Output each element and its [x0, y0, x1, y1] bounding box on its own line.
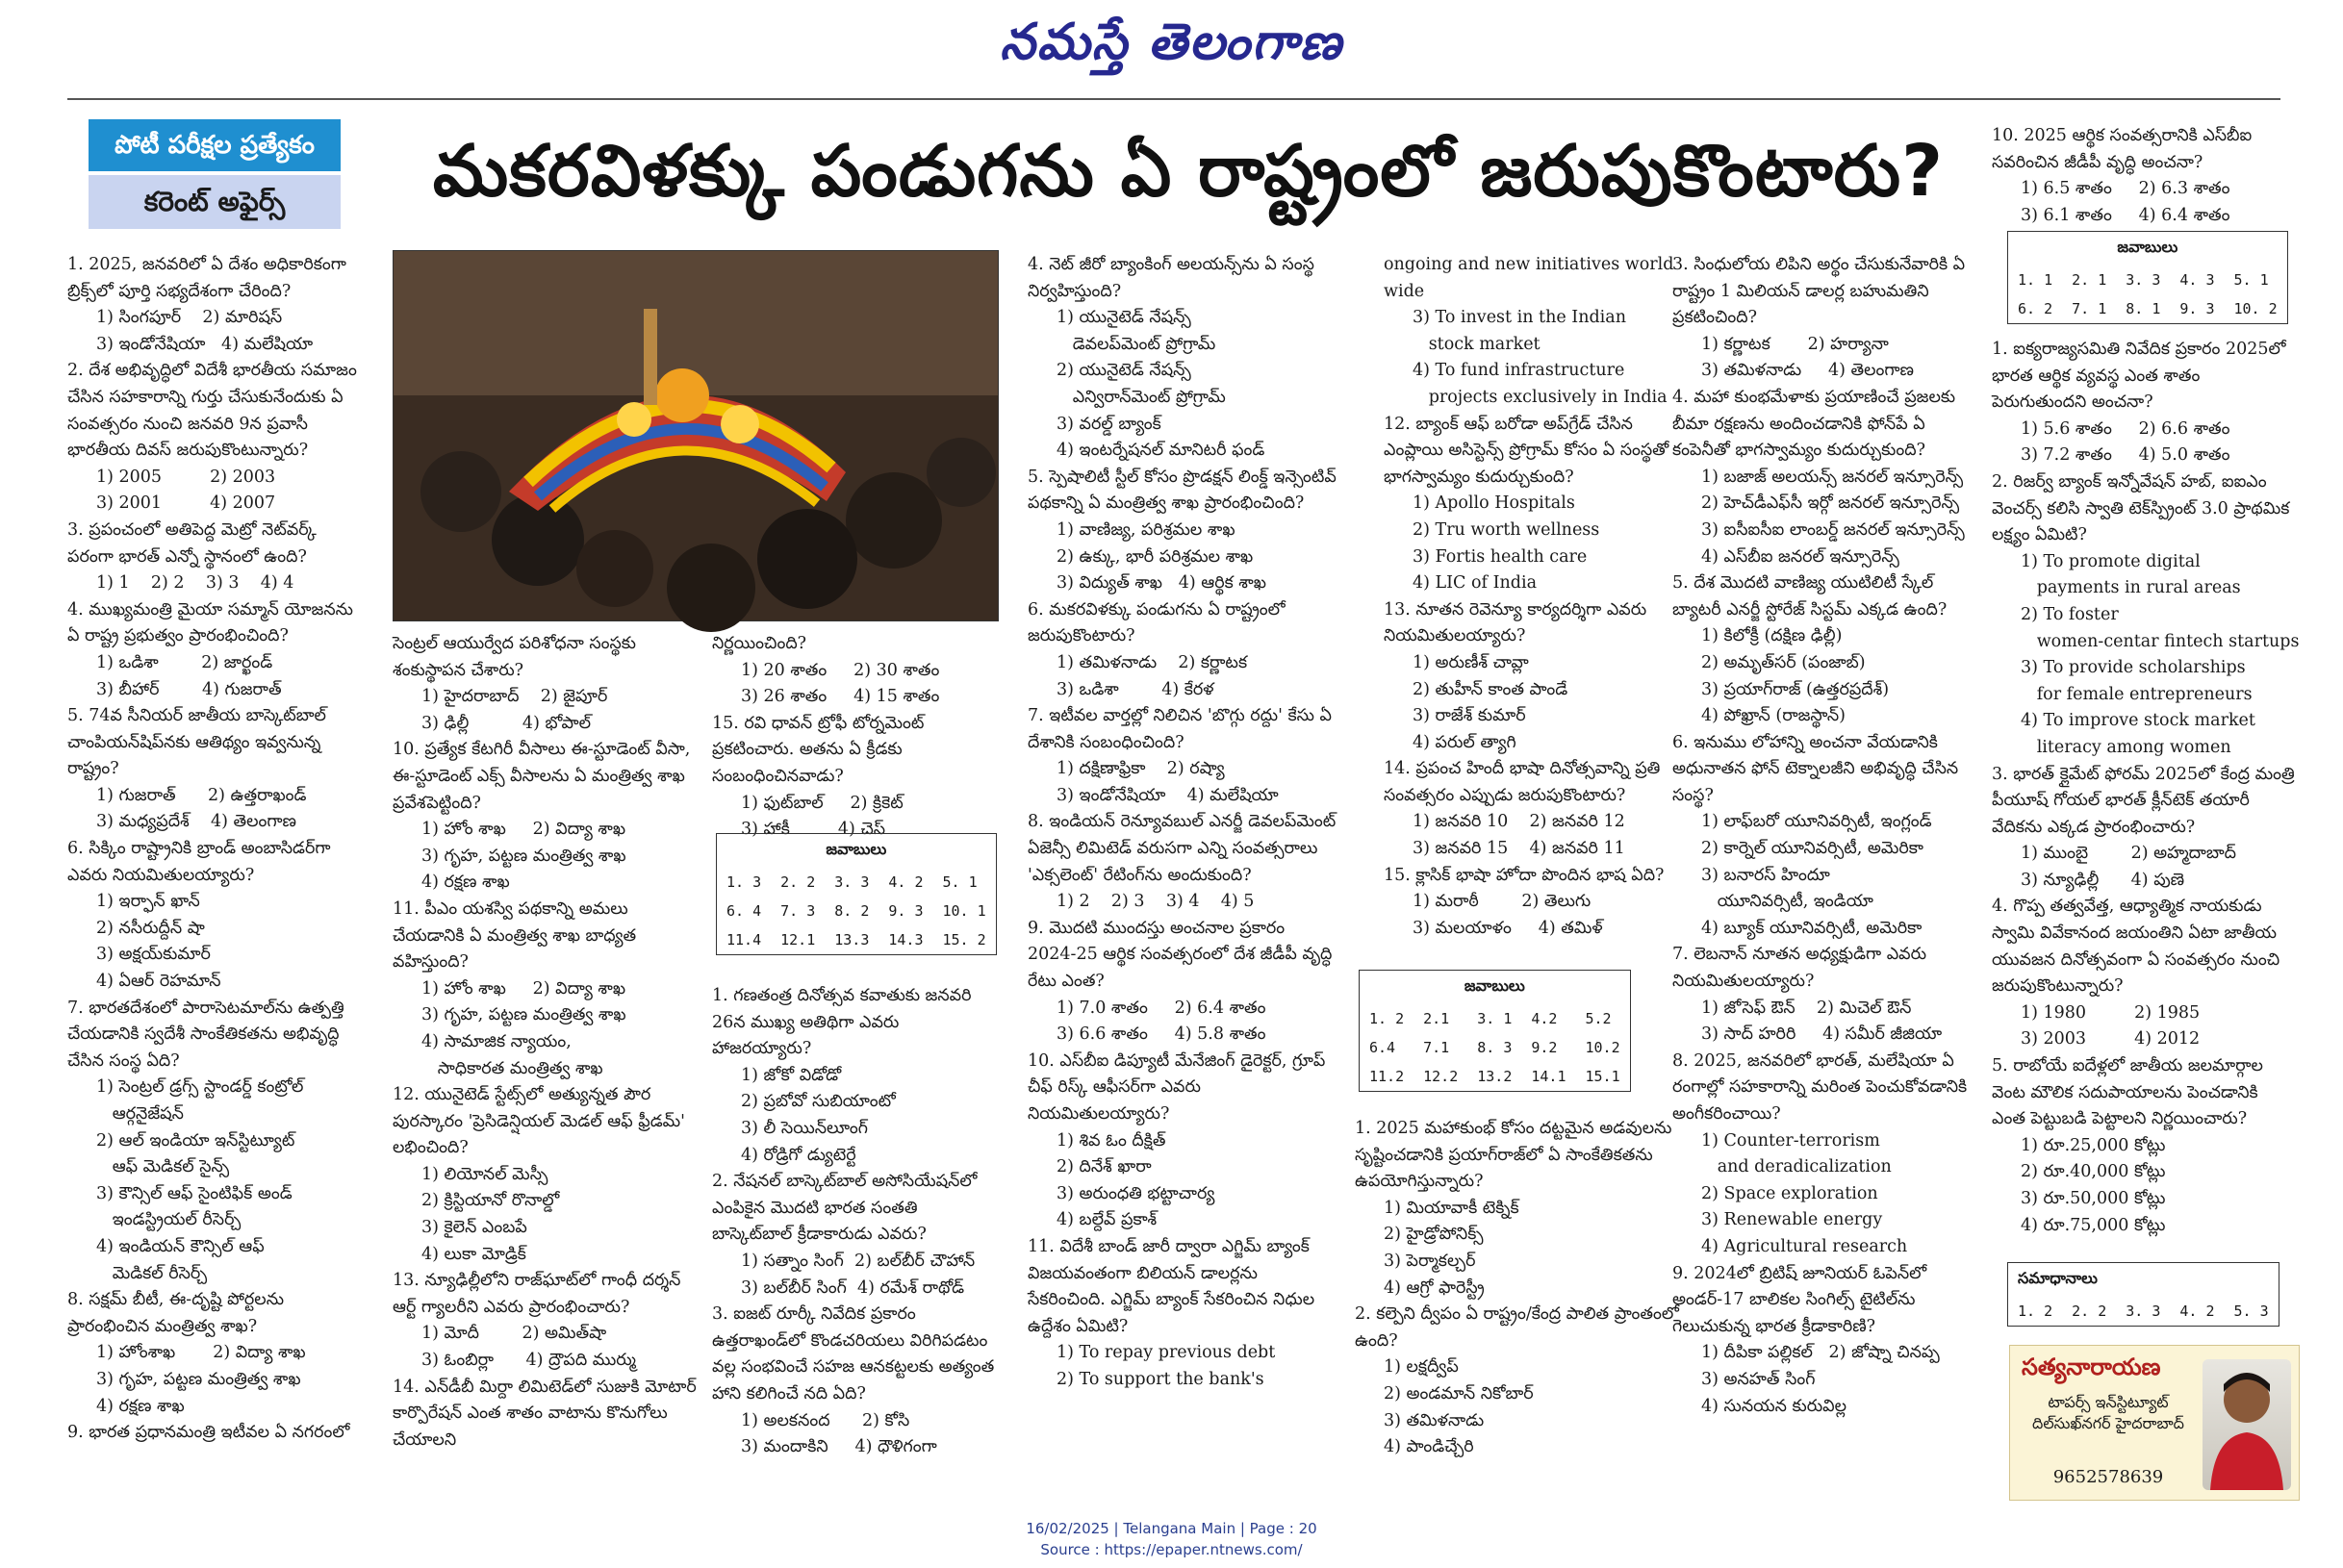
answer-cell: 13.3 [834, 931, 870, 948]
question-option: సాధికారత మంత్రిత్వ శాఖ [421, 1058, 603, 1078]
answer-cell: 9.2 [1531, 1039, 1558, 1056]
question-text: 3. భారత్ క్లైమేట్ ఫోరమ్ 2025లో కేంద్ర మంత్రి పీయూష్ గోయల్ భారత్ క్లీన్‌టెక్ తయారీ వేదికను ఎక్కడ ప్రారంభించారు? [1992, 764, 2295, 837]
question-option: 3) 26 శాతం 4) 15 శాతం [741, 687, 940, 707]
question-option: 3) 6.1 శాతం 4) 6.4 శాతం [2021, 205, 2230, 225]
question-option: 2) Tru worth wellness [1413, 519, 1600, 540]
question-option: 1) ఒడిశా 2) జార్ఖండ్ [96, 652, 273, 672]
question-text: 7. లెబనాన్ నూతన అధ్యక్షుడిగా ఎవరు నియమితులయ్యారు? [1672, 945, 1927, 992]
header-rule [67, 98, 2280, 100]
question-option: 4) పోఖ్రాన్ (రాజస్థాన్) [1701, 706, 1846, 726]
answer-cell: 2. 2 [2072, 1302, 2107, 1320]
question-option: 4) రోడ్రిగో డ్యుటెర్టే [741, 1145, 856, 1165]
question-option: 4) To fund infrastructure [1413, 361, 1625, 381]
answer-cell: 1. 1 [2018, 271, 2053, 289]
answer-cell: 11.2 [1369, 1068, 1405, 1085]
question-option: 1) మోదీ 2) అమిత్‌షా [421, 1324, 607, 1344]
question-option: 2) రూ.40,000 కోట్లు [2021, 1162, 2166, 1182]
question-option: 4) రక్షణ శాఖ [421, 873, 510, 893]
question-option: 3) 6.6 శాతం 4) 5.8 శాతం [1057, 1024, 1266, 1045]
masthead-logo: నమస్తే తెలంగాణ [1000, 13, 1343, 71]
question-option: 3) 7.2 శాతం 4) 5.0 శాతం [2021, 445, 2230, 466]
question-option: 3) అనహత్ సింగ్ [1701, 1369, 1816, 1389]
question-option: 1) 6.5 శాతం 2) 6.3 శాతం [2021, 179, 2230, 199]
author-card [2009, 1345, 2300, 1501]
answer-box-2 [1359, 970, 1631, 1092]
answer-title: జవాబులు [826, 840, 887, 858]
answer-cell: 6. 4 [726, 902, 762, 920]
question-option: 2) తుహీన్ కాంత పాండే [1413, 679, 1568, 699]
question-option: 3) ఇండోనేషియా 4) మలేషియా [96, 334, 314, 354]
answer-cell: 8. 3 [1477, 1039, 1513, 1056]
question-text: 4. గొప్ప తత్వవేత్త, ఆధ్యాత్మిక నాయకుడు స్వామి వివేకానంద జయంతిని ఏటా జాతీయ యువజన దినోత్సవంగా ఏ సంవత్సరం నుంచి జరుపుకొంటున్నారు? [1992, 897, 2280, 997]
question-option: 3) జనవరి 15 4) జనవరి 11 [1413, 839, 1625, 859]
question-option: 4) రూ.75,000 కోట్లు [2021, 1215, 2166, 1235]
question-option: 1) To promote digital [2021, 551, 2201, 571]
question-text: 6. ఇనుము లోహాన్ని అంచనా వేయడానికి అధునాతన ఫోన్ టెక్నాలజీని అభివృద్ధి చేసిన సంస్థ? [1672, 732, 1959, 805]
answer-cell: 9. 3 [2179, 300, 2215, 317]
question-text: 10. 2025 ఆర్థిక సంవత్సరానికి ఎస్‌బీఐ సవరించిన జీడీపీ వృద్ధి అంచనా? [1992, 126, 2253, 172]
question-text: 10. ఎస్‌బీఐ డిప్యూటీ మేనేజింగ్ డైరెక్టర్, గ్రూప్ చీఫ్ రిస్క్ ఆఫీసర్‌గా ఎవరు నియమితులయ్యారు? [1028, 1050, 1326, 1124]
question-option: 4) లుకా మోడ్రిక్ [421, 1244, 526, 1264]
answer-title: జవాబులు [1464, 976, 1525, 995]
answer-box-1 [716, 833, 997, 955]
question-option: 3) రూ.50,000 కోట్లు [2021, 1189, 2166, 1208]
question-text: 4. మహా కుంభమేళాకు ప్రయాణించే ప్రజలకు బీమా రక్షణను అందించడానికి ఫోన్‌పే ఏ కంపెనీతో భాగస్వామ్యం కుదుర్చుకుంది? [1672, 387, 1956, 461]
author-name: సత్యనారాయణ [2022, 1353, 2161, 1380]
answer-cell: 3. 1 [1477, 1010, 1513, 1027]
question-option: for female entrepreneurs [2021, 684, 2253, 704]
special-tag: పోటీ పరీక్షల ప్రత్యేకం [89, 119, 341, 171]
answer-cell: 1. 2 [1369, 1010, 1405, 1027]
question-option: 4) ఇంటర్నేషనల్ మానిటరీ ఫండ్ [1057, 441, 1265, 461]
question-option: ఇండస్ట్రియల్ రీసెర్చ్ [96, 1210, 242, 1230]
question-option: 1) సింగపూర్ 2) మారిషస్ [96, 308, 283, 328]
question-text: 14. ఎన్‌డీబీ మిర్దా లిమిటెడ్‌లో సుజుకి మోటార్ కార్పొరేషన్ ఎంత శాతం వాటాను కొనుగోలు చేయాలని [393, 1377, 697, 1450]
question-option: 1) లియోనల్ మెస్సీ [421, 1164, 548, 1184]
question-option: ఆర్గనైజేషన్ [96, 1104, 184, 1124]
question-text: 6. మకరవిళక్కు పండుగను ఏ రాష్ట్రంలో జరుపుకొంటారు? [1028, 599, 1286, 646]
question-option: 3) ప్రయాగ్‌రాజ్ (ఉత్తరప్రదేశ్) [1701, 679, 1890, 699]
question-text: 9. భారత ప్రధానమంత్రి ఇటీవల ఏ నగరంలో [67, 1423, 350, 1443]
answer-cell: 5. 3 [2233, 1302, 2269, 1320]
question-option: 3) 2001 4) 2007 [96, 493, 276, 514]
section-tag: కరెంట్ అఫైర్స్ [89, 175, 341, 229]
question-text: 5. స్పెషాలిటీ స్టీల్ కోసం ప్రొడక్షన్ లింక్డ్ ఇన్సెంటివ్ పథకాన్ని ఏ మంత్రిత్వ శాఖ ప్రారంభించింది? [1028, 467, 1337, 514]
question-option: 3) న్యూఢిల్లీ 4) పుణె [2021, 870, 2185, 890]
question-text: 7. భారతదేశంలో పారాసెటమాల్‌ను ఉత్పత్తి చేయడానికి స్వదేశీ సాంకేతికతను అభివృద్ధి చేసిన సంస్థ ఏది? [67, 998, 344, 1071]
question-text: 1. 2025 మహాకుంభ్ కోసం దట్టమైన అడవులను సృష్టించడానికి ప్రయాగ్‌రాజ్‌లో ఏ సాంకేతికతను ఉపయోగిస్తున్నారు? [1355, 1119, 1672, 1192]
answer-title-2: సమాధానాలు [2018, 1269, 2098, 1287]
question-option: 2) ఆల్ ఇండియా ఇన్‌స్టిట్యూట్ [96, 1130, 295, 1151]
question-text: 1. ఐక్యరాజ్యసమితి నివేదిక ప్రకారం 2025లో భారత ఆర్థిక వ్యవస్థ ఎంత శాతం పెరుగుతుందని అంచనా? [1992, 340, 2286, 413]
question-option: 2) కార్నెల్ యూనివర్సిటీ, అమెరికా [1701, 839, 1923, 859]
answer-cell: 8. 2 [834, 902, 870, 920]
question-text: 6. సిక్కిం రాష్ట్రానికి బ్రాండ్ అంబాసిడర్‌గా ఎవరు నియమితులయ్యారు? [67, 839, 331, 885]
question-option: 1) Apollo Hospitals [1413, 493, 1575, 514]
answer-cell: 2. 2 [780, 873, 816, 891]
question-option: 1) సెంట్రల్ డ్రగ్స్ స్టాండర్డ్ కంట్రోల్ [96, 1077, 304, 1098]
question-option: 3) గృహ, పట్టణ మంత్రిత్వ శాఖ [421, 846, 626, 866]
question-text: 14. ప్రపంచ హిందీ భాషా దినోత్సవాన్ని ప్రతి సంవత్సరం ఎప్పుడు జరుపుకొంటారు? [1384, 759, 1661, 805]
question-option: 2) యునైటెడ్ నేషన్స్ [1057, 361, 1191, 381]
question-text: 15. రవి ధావన్ ట్రోఫీ టోర్నమెంట్ ప్రకటించారు. అతను ఏ క్రీడకు సంబంధించినవాడు? [712, 713, 925, 786]
question-option: 1) To repay previous debt [1057, 1343, 1276, 1363]
question-option: 1) ముంబై 2) అహ్మదాబాద్ [2021, 844, 2236, 864]
question-option: 2) ఉక్కు, భారీ పరిశ్రమల శాఖ [1057, 546, 1254, 567]
question-option: 3) మధ్యప్రదేశ్ 4) తెలంగాణ [96, 812, 296, 832]
question-option: 2) హైడ్రోపోనిక్స్ [1384, 1225, 1484, 1245]
footer [0, 1518, 2343, 1560]
question-option: 2) అండమాన్ నికోబార్ [1384, 1383, 1534, 1404]
question-option: 1) వాణిజ్య, పరిశ్రమల శాఖ [1057, 519, 1235, 540]
question-option: 3) Fortis health care [1413, 546, 1588, 567]
question-option: 1) గుజరాత్ 2) ఉత్తరాఖండ్ [96, 785, 307, 805]
column-3 [712, 631, 1001, 840]
question-option: 1) అలకనంద 2) కోసి [741, 1410, 910, 1430]
answer-cell: 10.2 [1585, 1039, 1620, 1056]
question-text: 1. గణతంత్ర దినోత్సవ కవాతుకు జనవరి 26న ముఖ్య అతిథిగా ఎవరు హాజరయ్యారు? [712, 986, 972, 1059]
question-text: 1. 2025, జనవరిలో ఏ దేశం అధికారికంగా బ్రిక్స్‌లో పూర్తి సభ్యదేశంగా చేరింది? [67, 255, 346, 301]
question-option: 2) హెచ్‌డీఎఫ్‌సీ ఇర్గో జనరల్ ఇన్సూరెన్స్ [1701, 493, 1960, 514]
column-7-bottom [1992, 337, 2300, 1260]
answer-cell: 4. 2 [888, 873, 924, 891]
footer-source: Source : https://epaper.ntnews.com/ [1040, 1541, 1303, 1558]
question-option: 1) లక్షద్వీప్ [1384, 1357, 1459, 1378]
question-option: 1) 2005 2) 2003 [96, 467, 276, 487]
question-text: 11. పీఎం యశస్వి పథకాన్ని అమలు చేయడానికి ఏ మంత్రిత్వ శాఖ బాధ్యత వహిస్తుంది? [393, 898, 637, 973]
question-option: 4) సునయన కురువిల్ల [1701, 1396, 1846, 1416]
question-option: 1) ఫుట్‌బాల్ 2) క్రికెట్ [741, 793, 904, 813]
answer-box-3 [2007, 231, 2288, 324]
answer-cell: 4.2 [1531, 1010, 1558, 1027]
question-option: 2) To support the bank's [1057, 1369, 1264, 1389]
question-option: payments in rural areas [2021, 578, 2241, 598]
question-text: 4. నెట్ జీరో బ్యాంకింగ్ అలయన్స్‌ను ఏ సంస్థ నిర్వహిస్తుంది? [1028, 255, 1314, 301]
question-option: 3) వరల్డ్ బ్యాంక్ [1057, 414, 1161, 434]
question-option: 1) ఇర్ఫాన్ ఖాన్ [96, 892, 200, 912]
question-option: 4) To improve stock market [2021, 711, 2255, 731]
question-option: 1) దక్షిణాఫ్రికా 2) రష్యా [1057, 759, 1225, 779]
question-option: 4) పాండిచ్చేరి [1384, 1437, 1474, 1457]
question-option: 4) LIC of India [1413, 573, 1538, 594]
question-option: 1) హోంశాఖ 2) విద్యా శాఖ [96, 1343, 306, 1363]
question-option: 3) ఒడిశా 4) కేరళ [1057, 679, 1214, 699]
question-option: 2) ప్రబోవో సుబియాంటో [741, 1092, 896, 1112]
question-text: 4. ముఖ్యమంత్రి మైయా సమ్మాన్ యోజనను ఏ రాష్ట్ర ప్రభుత్వం ప్రారంభించింది? [67, 599, 353, 646]
question-option: 3) మందాకిని 4) ధౌళిగంగా [741, 1437, 937, 1457]
question-option: 3) బనారస్ హిందూ [1701, 865, 1830, 885]
question-option: ఎన్విరాన్‌మెంట్ ప్రోగ్రామ్ [1057, 387, 1226, 407]
question-option: 1) మరాఠీ 2) తెలుగు [1413, 892, 1592, 912]
author-avatar [2203, 1359, 2291, 1490]
column-1 [67, 252, 366, 1503]
answer-box-4 [2007, 1262, 2279, 1327]
question-option: projects exclusively in India [1413, 387, 1668, 407]
question-text: 8. సక్షమ్ బీటీ, ఈ-దృష్టి పోర్టలను ప్రారంభించిన మంత్రిత్వ శాఖ? [67, 1290, 285, 1336]
answer-title: జవాబులు [2117, 238, 2178, 256]
question-option: 4) పరుల్ త్యాగి [1413, 732, 1516, 752]
footer-date: 16/02/2025 | Telangana Main | Page : 20 [1026, 1520, 1317, 1537]
answer-cell: 6. 2 [2018, 300, 2053, 317]
question-option: 1) యునైటెడ్ నేషన్స్ [1057, 308, 1191, 328]
question-option: 4) బ్యూక్ యూనివర్సిటీ, అమెరికా [1701, 918, 1923, 938]
question-text: 2. రిజర్వ్ బ్యాంక్ ఇన్నోవేషన్ హబ్, ఐఐఎం వెంచర్స్ కలిసి స్వాతి టెక్‌స్ప్రింట్ 3.0 ప్రాథమిక లక్ష్యం ఏమిటి? [1992, 471, 2290, 545]
question-option: 3) ఓంబిర్లా 4) ద్రౌపది ముర్ము [421, 1351, 636, 1371]
question-option: 1) హైదరాబాద్ 2) జైపూర్ [421, 687, 608, 707]
question-text: 3. సింధులోయ లిపిని అర్థం చేసుకునేవారికి ఏ రాష్ట్రం 1 మిలియన్ డాలర్ల బహుమతిని ప్రకటించింది? [1672, 255, 1966, 328]
question-text: 13. నూతన రెవెన్యూ కార్యదర్శిగా ఎవరు నియమితులయ్యారు? [1384, 599, 1647, 646]
question-option: 2) నసీరుద్దీన్ షా [96, 918, 205, 938]
festival-photo [393, 250, 999, 621]
answer-cell: 8. 1 [2126, 300, 2161, 317]
question-option: 4) ఎస్‌బీఐ జనరల్ ఇన్సూరెన్స్ [1701, 546, 1899, 567]
question-option: 3) ఐసీఐసీఐ లాంబర్డ్ జనరల్ ఇన్సూరెన్స్ [1701, 519, 1965, 540]
question-option: 1) మియావాకీ టెక్నిక్ [1384, 1198, 1519, 1218]
question-text: 5. 74వ సీనియర్ జాతీయ బాస్కెట్‌బాల్ చాంపియన్‌షిప్‌నకు ఆతిథ్యం ఇవ్వనున్న రాష్ట్రం? [67, 706, 326, 779]
question-option: literacy among women [2021, 737, 2231, 757]
question-option: 3) To provide scholarships [2021, 658, 2246, 678]
question-option: 3) కౌన్సిల్ ఆఫ్ సైంటిఫిక్ అండ్ [96, 1183, 293, 1203]
question-option: 1) 1980 2) 1985 [2021, 1002, 2201, 1023]
question-option: 3) గృహ, పట్టణ మంత్రిత్వ శాఖ [421, 1005, 626, 1025]
question-option: 3) లీ సెయిన్‌లూంగ్ [741, 1118, 868, 1138]
question-option: women-centar fintech startups [2021, 631, 2300, 651]
question-option: 3) గృహ, పట్టణ మంత్రిత్వ శాఖ [96, 1369, 301, 1389]
question-option: 4) బల్దేవ్ ప్రకాశ్ [1057, 1210, 1158, 1230]
question-text: 10. ప్రత్యేక కేటగిరీ వీసాలు ఈ-స్టూడెంట్ వీసా, ఈ-స్టూడెంట్ ఎక్స్ వీసాలను ఏ మంత్రిత్వ శాఖ ప్రవేశపెట్టింది? [393, 740, 691, 813]
question-option: మెడికల్ రీసెర్చ్ [96, 1263, 208, 1283]
question-option: and deradicalization [1701, 1157, 1892, 1177]
answer-cell: 4. 2 [2179, 1302, 2215, 1320]
question-option: 1) జోకో విడోడో [741, 1065, 842, 1085]
question-text: నిర్ణయించింది? [712, 634, 807, 653]
question-option: 3) సాద్ హరిరి 4) సమీర్ జీజియా [1701, 1024, 1943, 1045]
question-option: 3) విద్యుత్ శాఖ 4) ఆర్థిక శాఖ [1057, 573, 1266, 594]
question-option: 2) అమృత్‌సర్ (పంజాబ్) [1701, 652, 1866, 672]
question-option: 2) To foster [2021, 604, 2119, 624]
question-option: 1) కిలోక్రీ (దక్షిణ ఢిల్లీ) [1701, 626, 1843, 646]
answer-cell: 7. 1 [2072, 300, 2107, 317]
question-text: 2. కల్పెని ద్వీపం ఏ రాష్ట్రం/కేంద్ర పాలిత ప్రాంతంలో ఉంది? [1355, 1304, 1679, 1351]
question-option: 1) జోసెఫ్ ఔన్ 2) మిచెల్ ఔన్ [1701, 998, 1912, 1018]
answer-cell: 2.1 [1423, 1010, 1450, 1027]
question-option: 1) 7.0 శాతం 2) 6.4 శాతం [1057, 998, 1266, 1018]
column-5-bottom [1355, 1116, 1682, 1501]
column-5 [1384, 252, 1692, 964]
question-option: 1) కర్ణాటక 2) హర్యానా [1701, 334, 1889, 354]
answer-cell: 4. 3 [2179, 271, 2215, 289]
question-text: 9. మొదటి ముందస్తు అంచనాల ప్రకారం 2024-25 ఆర్థిక సంవత్సరంలో దేశ జీడీపీ వృద్ధి రేటు ఎంత? [1028, 918, 1333, 992]
column-7 [1992, 123, 2296, 239]
question-text: సెంట్రల్ ఆయుర్వేద పరిశోధనా సంస్థకు శంకుస్థాపన చేశారు? [393, 634, 636, 680]
question-option: 1) 2 2) 3 3) 4 4) 5 [1057, 892, 1255, 912]
question-text: 2. దేశ అభివృద్ధిలో విదేశీ భారతీయ సమాజం చేసిన సహకారాన్ని గుర్తు చేసుకునేందుకు ఏ సంవత్సరం నుంచి జనవరి 9న ప్రవాసీ భారతీయ దివస్ జరుపుకొంటున్నారు? [67, 361, 357, 461]
answer-cell: 7.1 [1423, 1039, 1450, 1056]
question-option: 3) కైలెన్ ఎంబపే [421, 1218, 527, 1238]
answer-cell: 12.1 [780, 931, 816, 948]
question-option: 3) Renewable energy [1701, 1210, 1883, 1230]
question-option: 4) ఇండియన్ కౌన్సిల్ ఆఫ్ [96, 1236, 265, 1256]
answer-cell: 10. 2 [2233, 300, 2278, 317]
answer-cell: 15. 2 [942, 931, 986, 948]
question-option: 2) దినేశ్ ఖారా [1057, 1157, 1152, 1177]
question-option: 3) ఢిల్లీ 4) భోపాల్ [421, 713, 592, 733]
answer-cell: 1. 2 [2018, 1302, 2053, 1320]
question-option: 3) 2003 4) 2012 [2021, 1029, 2201, 1050]
question-option: 3) తమిళనాడు 4) తెలంగాణ [1701, 361, 1914, 381]
answer-cell: 3. 3 [2126, 1302, 2161, 1320]
question-option: 3) ఇండోనేషియా 4) మలేషియా [1057, 785, 1279, 805]
answer-cell: 14.3 [888, 931, 924, 948]
answer-cell: 5. 1 [942, 873, 978, 891]
question-option: 1) లాఫ్‌బరో యూనివర్సిటీ, ఇంగ్లండ్ [1701, 812, 1932, 832]
answer-cell: 14.1 [1531, 1068, 1566, 1085]
question-text: 15. క్లాసిక్ భాషా హోదా పొందిన భాష ఏది? [1384, 865, 1665, 885]
question-option: 1) జనవరి 10 2) జనవరి 12 [1413, 812, 1625, 832]
question-option: 3) To invest in the Indian [1413, 308, 1626, 328]
answer-cell: 12.2 [1423, 1068, 1459, 1085]
author-phone: 9652578639 [2052, 1467, 2164, 1487]
question-option: యూనివర్సిటీ, ఇండియా [1701, 892, 1873, 912]
answer-cell: 3. 3 [834, 873, 870, 891]
question-option: 1) రూ.25,000 కోట్లు [2021, 1135, 2166, 1155]
question-text: 3. ఐజట్ రూర్కీ నివేదిక ప్రకారం ఉత్తరాఖండ్‌లో కొండచరియలు విరిగిపడటం వల్ల సంభవించే సహజ ఆనకట్టలకు అత్యంత హాని కలిగించే నది ఏది? [712, 1304, 995, 1404]
answer-cell: 6.4 [1369, 1039, 1396, 1056]
question-option: 1) అరుణీశ్ చావ్లా [1413, 652, 1529, 672]
question-option: 3) బీహార్ 4) గుజరాత్ [96, 679, 282, 699]
answer-cell: 5.2 [1585, 1010, 1612, 1027]
question-option: 1) శివ ఓం దీక్షిత్ [1057, 1130, 1166, 1151]
column-6 [1672, 252, 1980, 1503]
question-option: 3) హాకీ 4) చెస్ [741, 820, 886, 840]
answer-cell: 2. 1 [2072, 271, 2107, 289]
question-option: 1) బజాజ్ అలయన్స్ జనరల్ ఇన్సూరెన్స్ [1701, 467, 1964, 487]
question-text: 12. బ్యాంక్ ఆఫ్ బరోడా అప్‌గ్రేడ్ చేసిన ఎంప్లాయి అసిస్టెన్స్ ప్రోగ్రామ్ కోసం ఏ సంస్థతో భాగస్వామ్యం కుదుర్చుకుంది? [1384, 414, 1669, 487]
answer-cell: 11.4 [726, 931, 762, 948]
question-option: 2) క్రిస్టియానో రొనాల్డో [421, 1191, 560, 1211]
question-text: 12. యునైటెడ్ స్టేట్స్‌లో అత్యున్నత పౌర పురస్కారం 'ప్రెసిడెన్షియల్ మెడల్ ఆఫ్ ఫ్రీడమ్' లభించింది? [393, 1085, 685, 1158]
column-3-bottom [712, 983, 1001, 1503]
question-text: 9. 2024లో బ్రిటిష్ జూనియర్ ఓపెన్‌లో అండర్-17 బాలికల సింగిల్స్ టైటిల్‌ను గెలుచుకున్న భారత క్రీడాకారిణి? [1672, 1263, 1927, 1336]
question-option: 1) సత్నాం సింగ్ 2) బల్‌బీర్ చౌహాన్ [741, 1251, 976, 1271]
answer-cell: 13.2 [1477, 1068, 1513, 1085]
column-2 [393, 631, 699, 1497]
question-option: 4) రక్షణ శాఖ [96, 1396, 185, 1416]
answer-cell: 5. 1 [2233, 271, 2269, 289]
question-option: ఆఫ్ మెడికల్ సైన్స్ [96, 1157, 230, 1177]
question-option: 1) 1 2) 2 3) 3 4) 4 [96, 573, 294, 594]
question-option: 1) హోం శాఖ 2) విద్యా శాఖ [421, 978, 626, 999]
question-text: 8. ఇండియన్ రెన్యూవబుల్ ఎనర్జీ డెవలప్‌మెంట్ ఏజెన్సీ లిమిటెడ్ వరుసగా ఎన్ని సంవత్సరాలు 'ఎక్సలెంట్' రేటింగ్‌ను అందుకుంది? [1028, 812, 1337, 885]
question-option: 4) ఆగ్రో ఫారెస్ట్రీ [1384, 1277, 1485, 1298]
question-option: 3) పెర్మాకల్చర్ [1384, 1251, 1476, 1271]
author-desc: టాపర్స్ ఇన్‌స్టిట్యూట్ దిల్‌సుఖ్‌నగర్ హైదరాబాద్ [2032, 1393, 2184, 1432]
question-text: 8. 2025, జనవరిలో భారత్, మలేషియా ఏ రంగాల్లో సహకారాన్ని మరింత పెంచుకోవడానికి అంగీకరించాయి? [1672, 1050, 1968, 1124]
question-option: 1) Counter-terrorism [1701, 1130, 1880, 1151]
question-text: ongoing and new initiatives world wide [1384, 255, 1674, 301]
question-option: 1) దీపికా పల్లికల్ 2) జోష్నా చినప్ప [1701, 1343, 1940, 1363]
answer-cell: 3. 3 [2126, 271, 2161, 289]
question-option: 4) సామాజిక న్యాయం, [421, 1031, 572, 1051]
answer-cell: 10. 1 [942, 902, 986, 920]
question-option: 1) తమిళనాడు 2) కర్ణాటక [1057, 652, 1248, 672]
question-option: 3) మలయాళం 4) తమిళ్ [1413, 918, 1603, 938]
question-option: డెవలప్‌మెంట్ ప్రోగ్రామ్ [1057, 334, 1216, 354]
question-text: 2. నేషనల్ బాస్కెట్‌బాల్ అసోసియేషన్‌లో ఎంపికైన మొదటి భారత సంతతి బాస్కెట్‌బాల్ క్రీడాకారుడు ఎవరు? [712, 1172, 978, 1245]
headline: మకరవిళక్కు పండుగను ఏ రాష్ట్రంలో జరుపుకొంటారు? [432, 130, 1945, 213]
question-text: 3. ప్రపంచంలో అతిపెద్ద మెట్రో నెట్‌వర్క్ పరంగా భారత్ ఎన్నో స్థానంలో ఉంది? [67, 519, 317, 567]
question-option: 3) అక్షయ్‌కుమార్ [96, 945, 211, 965]
question-option: 4) Agricultural research [1701, 1236, 1908, 1256]
question-option: 1) 5.6 శాతం 2) 6.6 శాతం [2021, 418, 2230, 439]
question-option: 1) 20 శాతం 2) 30 శాతం [741, 660, 940, 680]
question-text: 13. న్యూఢిల్లీలోని రాజ్‌ఘాట్‌లో గాంధీ దర్శన్ ఆర్ట్ గ్యాలరీని ఎవరు ప్రారంభించారు? [393, 1271, 681, 1317]
answer-cell: 9. 3 [888, 902, 924, 920]
question-option: 3) రాజేశ్ కుమార్ [1413, 706, 1526, 726]
question-option: stock market [1413, 334, 1541, 354]
answer-cell: 15.1 [1585, 1068, 1620, 1085]
question-option: 3) బల్‌బీర్ సింగ్ 4) రమేశ్ రాథోడ్ [741, 1277, 965, 1298]
question-text: 11. విదేశీ బాండ్ జారీ ద్వారా ఎగ్జిమ్ బ్యాంక్ విజయవంతంగా బిలియన్ డాలర్లను సేకరించింది. ఎగ్జిమ్ బ్యాంక్ సేకరించిన నిధుల ఉద్దేశం ఏమిటి? [1028, 1236, 1315, 1336]
question-option: 4) ఏఆర్ రెహమాన్ [96, 972, 221, 992]
answer-cell: 1. 3 [726, 873, 762, 891]
question-option: 3) తమిళనాడు [1384, 1410, 1485, 1430]
question-text: 5. రాబోయే ఐదేళ్లలో జాతీయ జలమార్గాల వెంట మౌలిక సదుపాయాలను పెంచడానికి ఎంత పెట్టుబడి పెట్టాలని నిర్ణయించారు? [1992, 1056, 2263, 1129]
column-4 [1028, 252, 1337, 1503]
question-option: 3) అరుంధతి భట్టాచార్య [1057, 1183, 1215, 1203]
question-text: 7. ఇటీవల వార్తల్లో నిలిచిన 'బొగ్గు రద్దు' కేసు ఏ దేశానికి సంబంధించింది? [1028, 706, 1332, 752]
answer-cell: 7. 3 [780, 902, 816, 920]
question-option: 1) హోం శాఖ 2) విద్యా శాఖ [421, 820, 626, 840]
question-text: 5. దేశ మొదటి వాణిజ్య యుటిలిటీ స్కేల్ బ్యాటరీ ఎనర్జీ స్టోరేజ్ సిస్టమ్ ఎక్కడ ఉంది? [1672, 573, 1948, 620]
question-option: 2) Space exploration [1701, 1183, 1878, 1203]
